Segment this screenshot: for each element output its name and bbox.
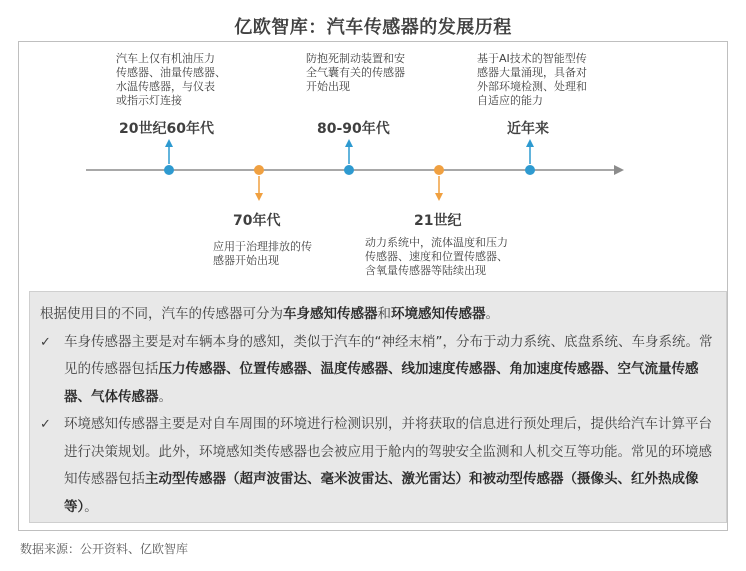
- bullet-vehicle-sensors: [40, 329, 714, 412]
- milestone-era-21st: 21世纪: [414, 213, 462, 229]
- bullet-environment-list: 主动型传感器（超声波雷达、毫米波雷达、激光雷达）和被动型传感器（摄像头、红外热成像等）: [64, 471, 699, 515]
- milestone-era-1980s: 80-90年代: [317, 121, 390, 137]
- milestone-description-1970s: 应用于治理排放的传 感器开始出现: [213, 240, 312, 267]
- bullet-environment-sensors: [40, 411, 714, 521]
- bullet-environment-text: 环境感知传感器主要是对自车周围的环境进行检测识别，并将获取的信息进行预处理后，提供给汽车计算平台进行决策规划。此外，环境感知类传感器也会被应用于舱内的驾驶安全监测和人机交互等功能。常见的环境感知传感器包括: [64, 416, 712, 487]
- bullet-vehicle-list: 压力传感器、位置传感器、温度传感器、线加速度传感器、角加速度传感器、空气流量传感器、气体传感器: [64, 361, 699, 405]
- bullet-vehicle-text: 车身传感器主要是对车辆本身的感知，类似于汽车的“神经末梢”，分布于动力系统、底盘系统、车身系统。常见的传感器包括: [64, 333, 713, 377]
- milestone-era-recent: 近年来: [507, 121, 549, 137]
- milestone-description-1960s: 汽车上仅有机油压力 传感器、油量传感器、 水温传感器，与仪表 或指示灯连接: [116, 52, 226, 107]
- milestone-dot-1960s: [164, 165, 174, 175]
- page-title: 亿欧智库：汽车传感器的发展历程: [234, 17, 512, 38]
- milestone-era-1970s: 70年代: [233, 213, 281, 229]
- intro-category-vehicle: 车身感知传感器: [283, 306, 378, 322]
- milestone-description-21st: 动力系统中，流体温度和压力 传感器、速度和位置传感器、 含氧量传感器等陆续出现: [365, 236, 508, 277]
- bullet-vehicle-end: 。: [158, 388, 172, 405]
- milestone-dot-recent: [525, 165, 535, 175]
- intro-text: 根据使用目的不同，汽车的传感器可分为: [40, 306, 283, 322]
- intro-conjunction: 和: [377, 306, 391, 322]
- check-icon: ✓: [40, 334, 51, 350]
- milestone-description-recent: 基于AI技术的智能型传 感器大量涌现，具备对 外部环境检测、处理和 自适应的能力: [477, 52, 587, 107]
- bullet-environment-end: 。: [84, 498, 98, 515]
- summary-panel: [29, 291, 727, 523]
- milestone-era-1960s: 20世纪60年代: [119, 121, 214, 137]
- milestone-description-1980s: 防抱死制动装置和安 全气囊有关的传感器 开始出现: [306, 52, 405, 93]
- milestone-dot-1970s: [254, 165, 264, 175]
- milestone-dot-21st: [434, 165, 444, 175]
- data-source-note: 数据来源：公开资料、亿欧智库: [20, 542, 189, 556]
- check-icon: ✓: [40, 417, 51, 432]
- intro-period: 。: [485, 306, 499, 322]
- summary-intro: [40, 301, 714, 329]
- intro-category-environment: 环境感知传感器: [391, 306, 486, 322]
- milestone-dot-1980s: [344, 165, 354, 175]
